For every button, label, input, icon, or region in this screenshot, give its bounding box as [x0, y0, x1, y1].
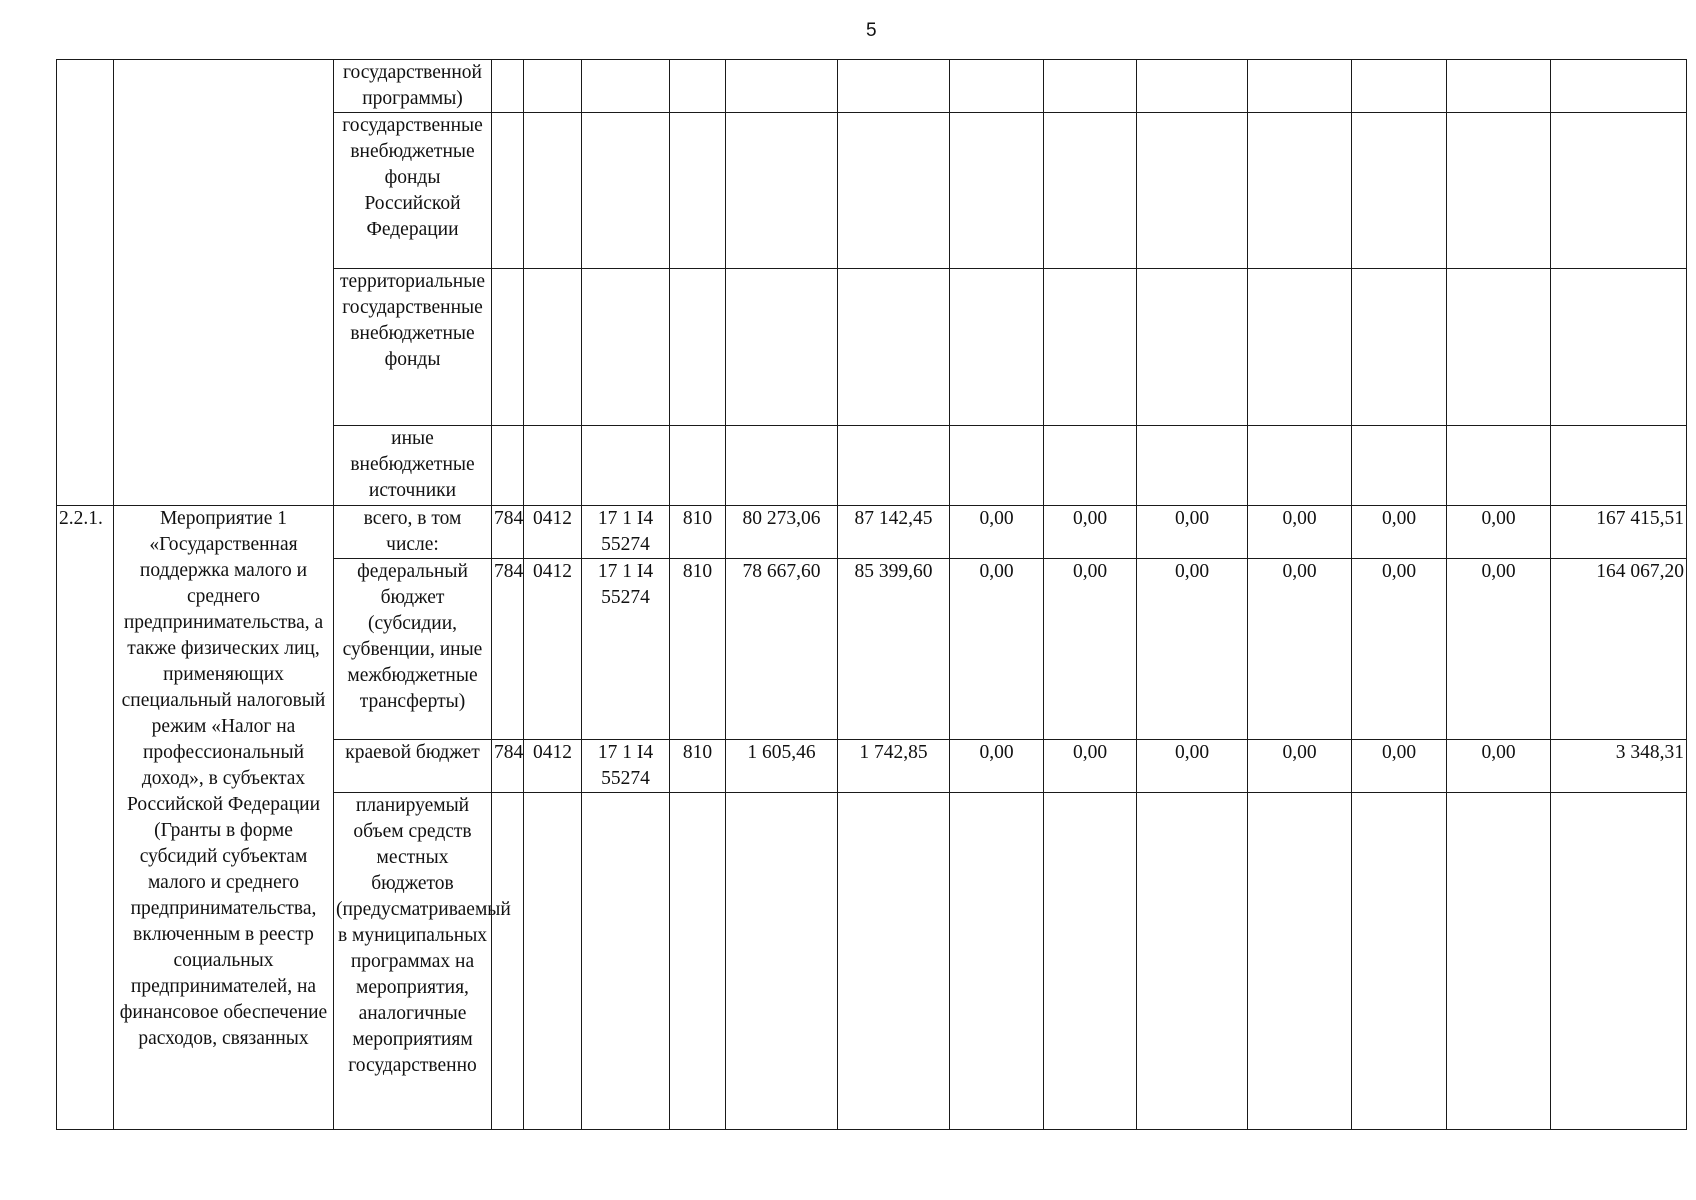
source-cell: территориальные государственные внебюджетные фонды: [334, 269, 492, 426]
name-cell: [114, 60, 334, 506]
grbs-cell: 784: [492, 559, 524, 740]
value-cell: 0,00: [1137, 506, 1248, 559]
value-cell: 80 273,06: [726, 506, 838, 559]
grbs-cell: 784: [492, 506, 524, 559]
total-cell: 167 415,51: [1551, 506, 1687, 559]
source-cell: планируемый объем средств местных бюджетов (предусматриваемый в муниципальных программах на мероприятия, аналогичные мероприятиям государственно: [334, 793, 492, 1130]
value-cell: 0,00: [1447, 506, 1551, 559]
page-number: 5: [866, 20, 877, 41]
number-cell: [57, 60, 114, 506]
value-cell: 0,00: [1248, 740, 1352, 793]
value-cell: 0,00: [1044, 506, 1137, 559]
value-cell: 0,00: [1352, 506, 1447, 559]
value-cell: 0,00: [950, 506, 1044, 559]
total-cell: 3 348,31: [1551, 740, 1687, 793]
source-cell: государственные внебюджетные фонды Российской Федерации: [334, 113, 492, 269]
vr-cell: 810: [670, 506, 726, 559]
value-cell: 0,00: [1137, 559, 1248, 740]
value-cell: 0,00: [950, 740, 1044, 793]
value-cell: 0,00: [1044, 740, 1137, 793]
rzpr-cell: 0412: [524, 559, 582, 740]
table-row: [57, 506, 1687, 559]
grbs-cell: 784: [492, 740, 524, 793]
csr-cell: 17 1 I4 55274: [582, 506, 670, 559]
csr-cell: 17 1 I4 55274: [582, 740, 670, 793]
value-cell: 0,00: [1248, 559, 1352, 740]
source-cell: иные внебюджетные источники: [334, 426, 492, 506]
table-row: [57, 60, 1687, 113]
rzpr-cell: 0412: [524, 506, 582, 559]
value-cell: 0,00: [1248, 506, 1352, 559]
rzpr-cell: 0412: [524, 740, 582, 793]
source-cell: государственной программы): [334, 60, 492, 113]
value-cell: 0,00: [1352, 559, 1447, 740]
source-cell: всего, в том числе:: [334, 506, 492, 559]
measure-number: 2.2.1.: [57, 506, 114, 1130]
value-cell: 0,00: [1447, 559, 1551, 740]
value-cell: 0,00: [1352, 740, 1447, 793]
value-cell: 0,00: [1137, 740, 1248, 793]
value-cell: 78 667,60: [726, 559, 838, 740]
vr-cell: 810: [670, 559, 726, 740]
csr-cell: 17 1 I4 55274: [582, 559, 670, 740]
source-cell: краевой бюджет: [334, 740, 492, 793]
value-cell: 87 142,45: [838, 506, 950, 559]
value-cell: 85 399,60: [838, 559, 950, 740]
source-cell: федеральный бюджет (субсидии, субвенции, иные межбюджетные трансферты): [334, 559, 492, 740]
total-cell: 164 067,20: [1551, 559, 1687, 740]
value-cell: 0,00: [950, 559, 1044, 740]
value-cell: 0,00: [1447, 740, 1551, 793]
value-cell: 1 605,46: [726, 740, 838, 793]
value-cell: 1 742,85: [838, 740, 950, 793]
budget-table: [56, 59, 1687, 1130]
value-cell: 0,00: [1044, 559, 1137, 740]
vr-cell: 810: [670, 740, 726, 793]
measure-name: Мероприятие 1 «Государственная поддержка малого и среднего предпринимательства, а также физических лиц, применяющих специальный налоговый режим «Налог на профессиональный доход», в субъектах Российской Федерации (Гранты в форме субсидий субъектам малого и среднего предпринимательства, включенным в реестр социальных предпринимателей, на финансовое обеспечение расходов, связанных: [114, 506, 334, 1130]
